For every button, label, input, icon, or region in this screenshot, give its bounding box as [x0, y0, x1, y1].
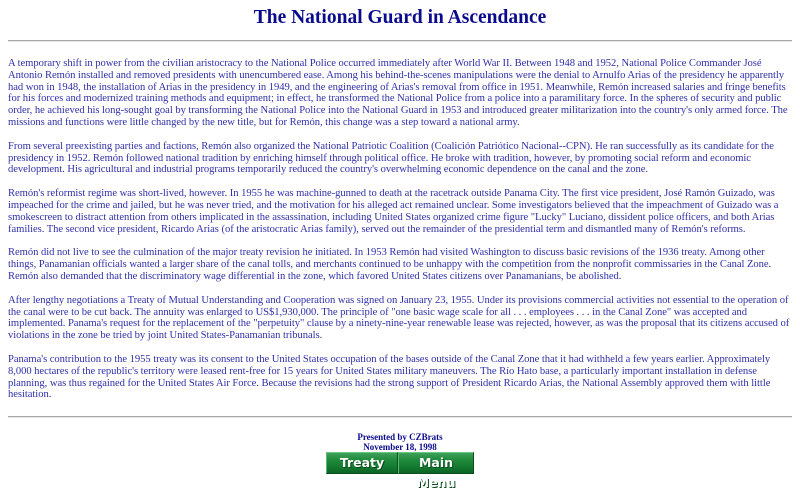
paragraph-gap — [8, 176, 792, 188]
divider-top — [8, 40, 792, 42]
presented-by: Presented by CZBrats — [357, 432, 443, 443]
article-body — [8, 58, 792, 401]
paragraph-gap — [8, 283, 792, 295]
main-menu-button[interactable]: Main Menu — [398, 452, 474, 474]
page — [0, 7, 800, 491]
publish-date: November 18, 1998 — [363, 442, 437, 453]
footer-nav — [8, 452, 792, 491]
paragraph-assassination: Remón's reformist regime was short-lived, however. In 1955 he was machine-gunned to death at the racetrack outside Panama City. The first vice president, José Ramón Guizado, was impeached for the crime and jailed, but he was never tried, and the motivation for his alleged act remained unclear. Some investigators believed that the impeachment of Guizado was a smokescreen to distract attention from others implicated in the assassination, including United States organized crime figure "Lucky" Luciano, dissident police officers, and both Arias families. The second vice president, Ricardo Arias (of the aristocratic Arias family), served out the remainder of the presidential term and dismantled many of Remón's reforms. — [8, 188, 779, 235]
paragraph-national-police: A temporary shift in power from the civilian aristocracy to the National Police occurred immediately after World War II. Between 1948 and 1952, National Police Commander José Antonio Remón installed and removed presidents with unencumbered ease. Among his behind-the-scenes manipulations were the denial to Arnulfo Arias of the presidency he apparently had won in 1948, the installation of Arias in the presidency in 1949, and the engineering of Arias's removal from office in 1951. Meanwhile, Remón increased salaries and fringe benefits for his forces and modernized training methods and equipment; in effect, he transformed the National Police from a police into a paramilitary force. In the spheres of security and public order, he achieved his long-sought goal by transforming the National Police into the National Guard in 1953 and introduced greater militarization into the country's only armed force. The missions and functions were little changed by the new title, but for Remón, this change was a step toward a national army. — [8, 58, 788, 128]
paragraph-panama-contribution: Panama's contribution to the 1955 treaty was its consent to the United States occupation of the bases outside of the Canal Zone that it had withheld a few years earlier. Approximately 8,000 hectares of the republic's territory were leased rent-free for 15 years for United States military maneuvers. The Río Hato base, a particularly important installation in defense planning, was thus regained for the United States Air Force. Because the revisions had the strong support of President Ricardo Arias, the National Assembly approved them with little hesitation. — [8, 353, 771, 401]
paragraph-gap — [8, 129, 792, 141]
divider-bottom — [8, 416, 792, 418]
paragraph-gap — [8, 235, 792, 247]
treaty-button[interactable]: Treaty — [326, 452, 398, 474]
page-title: The National Guard in Ascendance — [253, 7, 547, 28]
paragraph-cpn: From several preexisting parties and factions, Remón also organized the National Patriotic Coalition (Coalición Patriótico Nacional--CPN). He ran successfully as its candidate for the presidency in 1952. Remón followed national tradition by enriching himself through political office. He broke with tradition, however, by promoting social reform and economic development. His agricultural and industrial programs temporarily reduced the country's overwhelming economic dependence on the canal and the zone. — [8, 140, 774, 176]
paragraph-1955-treaty: After lengthy negotiations a Treaty of Mutual Understanding and Cooperation was signed on January 23, 1955. Under its provisions commercial activities not essential to the operation of the canal were to be cut back. The annuity was enlarged to US$1,930,000. The principle of "one basic wage scale for all . . . employees . . . in the Canal Zone" was accepted and implemented. Panama's request for the replacement of the "perpetuity" clause by a ninety-nine-year renewable lease was rejected, however, as was the proposal that its citizens accused of violations in the zone be tried by joint United States-Panamanian tribunals. — [8, 294, 790, 342]
footer — [8, 432, 792, 491]
paragraph-gap — [8, 342, 792, 354]
paragraph-treaty-revision: Remón did not live to see the culmination of the major treaty revision he initiated. In 1953 Remón had visited Washington to discuss basic revisions of the 1936 treaty. Among other things, Panamanian officials wanted a larger share of the canal tolls, and merchants continued to be unhappy with the competition from the nonprofit commissaries in the Canal Zone. Remón also demanded that the discriminatory wage differential in the zone, which favored United States citizens over Panamanians, be abolished. — [8, 247, 772, 282]
